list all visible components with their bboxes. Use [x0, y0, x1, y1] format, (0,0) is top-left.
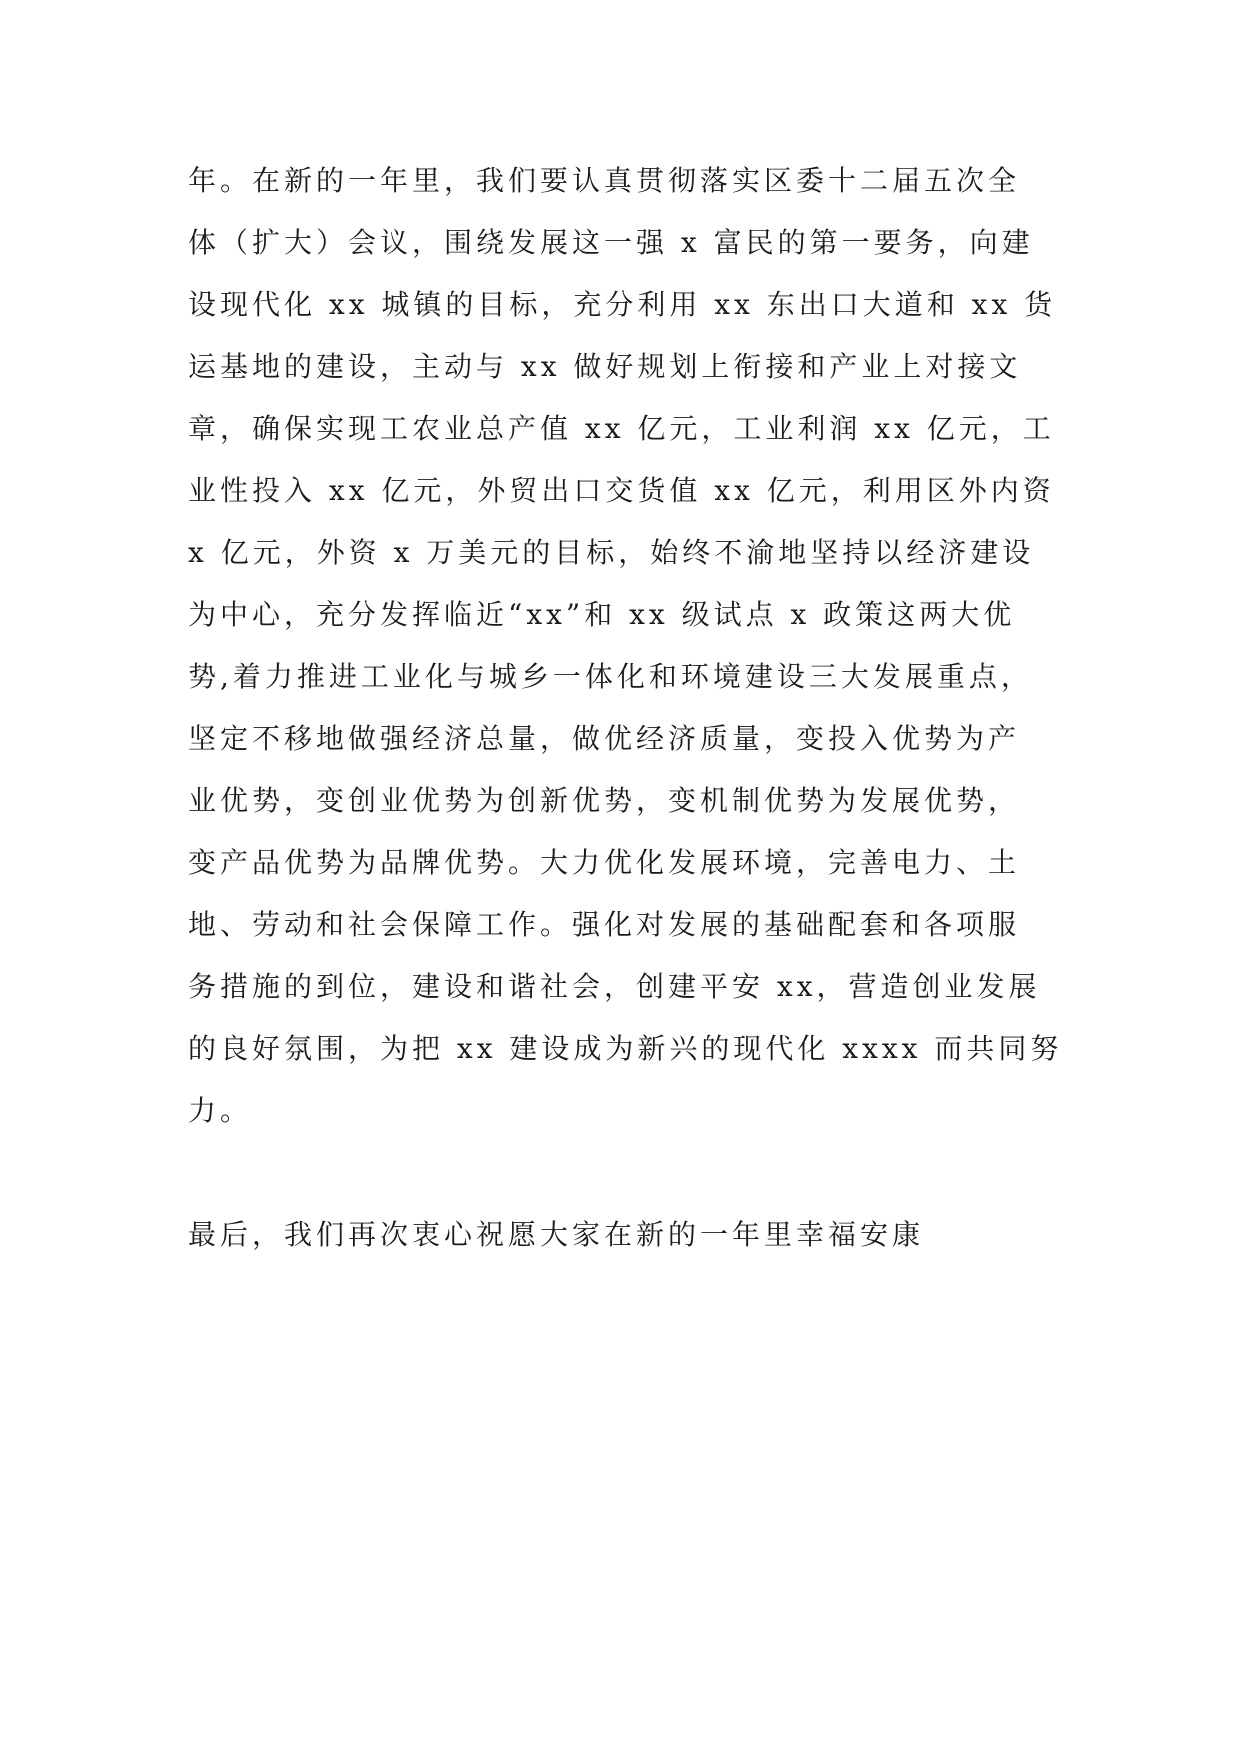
- paragraph-line: 务措施的到位，建设和谐社会，创建平安 xx，营造创业发展: [188, 970, 1041, 1003]
- paragraph-line: 运基地的建设，主动与 xx 做好规划上衔接和产业上对接文: [188, 350, 1022, 383]
- paragraph-line: 力。: [188, 1094, 253, 1127]
- paragraph-spacer: [188, 1142, 1058, 1204]
- closing-line: 最后，我们再次衷心祝愿大家在新的一年里幸福安康: [188, 1218, 925, 1251]
- paragraph-line: 业性投入 xx 亿元，外贸出口交货值 xx 亿元，利用区外内资: [188, 474, 1055, 507]
- paragraph-line: 地、劳动和社会保障工作。强化对发展的基础配套和各项服: [188, 908, 1021, 941]
- paragraph-line: 坚定不移地做强经济总量，做优经济质量，变投入优势为产: [188, 722, 1021, 755]
- paragraph-line: 的良好氛围，为把 xx 建设成为新兴的现代化 xxxx 而共同努: [188, 1032, 1063, 1065]
- paragraph-line: 年。在新的一年里，我们要认真贯彻落实区委十二届五次全: [188, 164, 1021, 197]
- paragraph-line: 设现代化 xx 城镇的目标，充分利用 xx 东出口大道和 xx 货: [188, 288, 1057, 321]
- paragraph-line: x 亿元，外资 x 万美元的目标，始终不渝地坚持以经济建设: [188, 536, 1035, 569]
- paragraph-2: [188, 1204, 1058, 1266]
- document-body: [188, 150, 1063, 1266]
- paragraph-line: 变产品优势为品牌优势。大力优化发展环境，完善电力、土: [188, 846, 1021, 879]
- paragraph-line: 为中心，充分发挥临近“xx”和 xx 级试点 x 政策这两大优: [188, 598, 1016, 631]
- paragraph-line: 章，确保实现工农业总产值 xx 亿元，工业利润 xx 亿元，工: [188, 412, 1055, 445]
- paragraph-line: 体（扩大）会议，围绕发展这一强 x 富民的第一要务，向建: [188, 226, 1034, 259]
- paragraph-line: 势,着力推进工业化与城乡一体化和环境建设三大发展重点，: [188, 660, 1033, 693]
- paragraph-line: 业优势，变创业优势为创新优势，变机制优势为发展优势，: [188, 784, 1021, 817]
- paragraph-1: [188, 150, 1063, 1142]
